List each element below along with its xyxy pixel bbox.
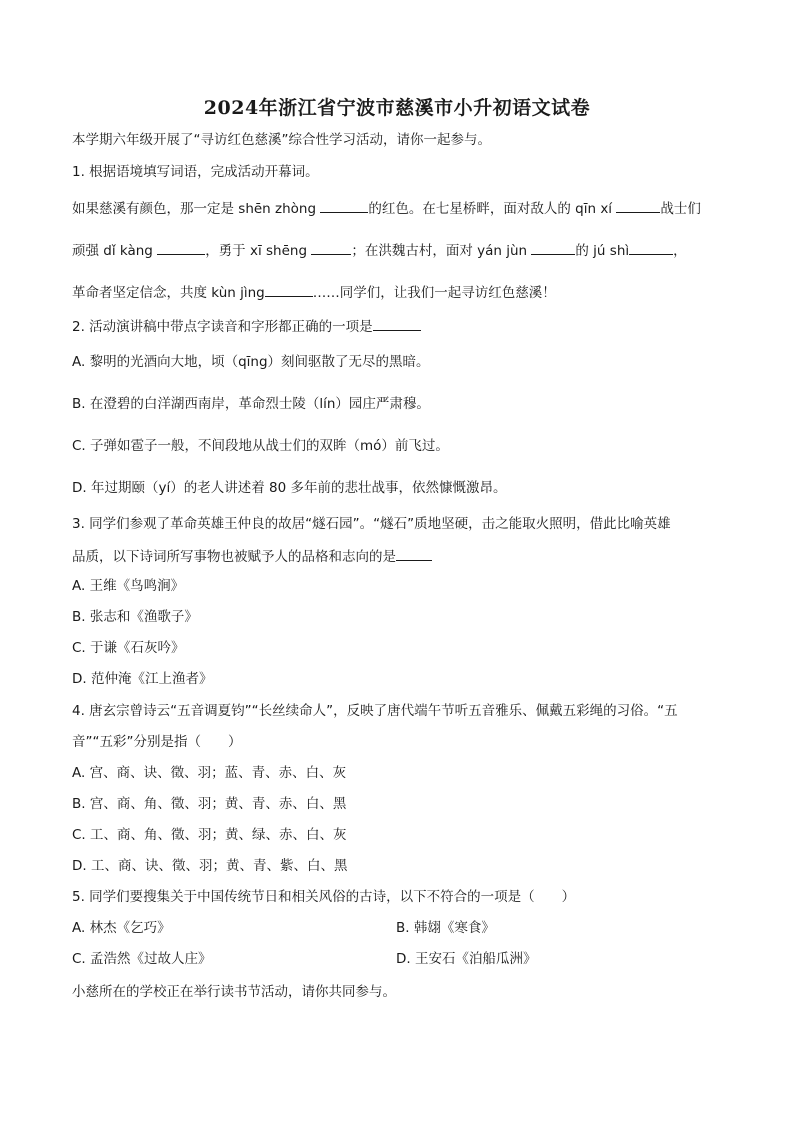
text-segment: ，勇于 xī shēng [205, 243, 312, 259]
text-segment: ；在洪魏古村，面对 yán jùn [351, 243, 532, 259]
section-intro-2: 小慈所在的学校正在举行读书节活动，请你共同参与。 [72, 984, 396, 1000]
question-3-stem-line-2 [72, 546, 432, 567]
answer-blank[interactable] [616, 198, 660, 213]
text-segment: 革命者坚定信念，共度 kùn jìng [72, 285, 265, 301]
question-3-option-c[interactable]: C. 于谦《石灰吟》 [72, 640, 185, 656]
question-4-option-d[interactable]: D. 工、商、诀、徵、羽；黄、青、紫、白、黑 [72, 858, 348, 874]
question-5-option-b[interactable]: B. 韩翃《寒食》 [396, 920, 495, 936]
text-segment: ， [673, 243, 687, 259]
section-intro: 本学期六年级开展了“寻访红色慈溪”综合性学习活动，请你一起参与。 [72, 132, 491, 148]
answer-blank[interactable] [265, 282, 313, 297]
question-5-stem: 5. 同学们要搜集关于中国传统节日和相关风俗的古诗，以下不符合的一项是（ ） [72, 889, 576, 905]
text-segment: 2. 活动演讲稿中带点字读音和字形都正确的一项是 [72, 319, 373, 335]
question-1-line-3 [72, 282, 556, 303]
question-1-stem: 1. 根据语境填写词语，完成活动开幕词。 [72, 164, 319, 180]
question-2-option-c[interactable]: C. 子弹如雹子一般，不间段地从战士们的双眸（mó）前飞过。 [72, 438, 449, 454]
answer-blank[interactable] [396, 546, 432, 561]
question-2-option-a[interactable]: A. 黎明的光酒向大地，顷（qīng）刻间驱散了无尽的黑暗。 [72, 354, 430, 370]
text-segment: 战士们 [660, 201, 701, 217]
answer-blank[interactable] [320, 198, 368, 213]
question-5-option-d[interactable]: D. 王安石《泊船瓜洲》 [396, 951, 537, 967]
question-3-option-d[interactable]: D. 范仲淹《江上渔者》 [72, 671, 213, 687]
question-4-option-c[interactable]: C. 工、商、角、徵、羽；黄、绿、赤、白、灰 [72, 827, 347, 843]
text-segment: 的 jú shì [575, 243, 630, 259]
question-4-option-a[interactable]: A. 宫、商、诀、徵、羽；蓝、青、赤、白、灰 [72, 765, 347, 781]
answer-blank[interactable] [373, 316, 421, 331]
text-segment: 品质，以下诗词所写事物也被赋予人的品格和志向的是 [72, 549, 396, 565]
question-4-option-b[interactable]: B. 宫、商、角、徵、羽；黄、青、赤、白、黑 [72, 796, 347, 812]
page-title: 2024年浙江省宁波市慈溪市小升初语文试卷 [203, 97, 591, 119]
answer-blank[interactable] [531, 240, 575, 255]
question-3-option-b[interactable]: B. 张志和《渔歌子》 [72, 609, 198, 625]
text-segment: 的红色。在七星桥畔，面对敌人的 qīn xí [368, 201, 617, 217]
answer-blank[interactable] [629, 240, 673, 255]
text-segment: 如果慈溪有颜色，那一定是 shēn zhòng [72, 201, 321, 217]
question-1-line-1 [72, 198, 701, 219]
question-5-option-a[interactable]: A. 林杰《乞巧》 [72, 920, 171, 936]
text-segment: ……同学们，让我们一起寻访红色慈溪！ [312, 285, 556, 301]
question-2-option-d[interactable]: D. 年过期颐（yí）的老人讲述着 80 多年前的悲壮战事，依然慷慨激昂。 [72, 480, 507, 496]
question-4-stem-line-2: 音”“五彩”分别是指（ ） [72, 734, 242, 750]
question-4-stem-line-1: 4. 唐玄宗曾诗云“五音调夏钧”“长丝续命人”，反映了唐代端午节听五音雅乐、佩戴五彩绳的习俗。“五 [72, 703, 678, 719]
question-2-stem [72, 316, 421, 337]
question-5-option-c[interactable]: C. 孟浩然《过故人庄》 [72, 951, 212, 967]
question-2-option-b[interactable]: B. 在澄碧的白洋湖西南岸，革命烈士陵（lín）园庄严肃穆。 [72, 396, 430, 412]
answer-blank[interactable] [157, 240, 205, 255]
question-1-line-2 [72, 240, 687, 261]
answer-blank[interactable] [311, 240, 351, 255]
question-3-stem-line-1: 3. 同学们参观了革命英雄王仲良的故居“燧石园”。“燧石”质地坚硬，击之能取火照明，借此比喻英雄 [72, 516, 671, 532]
question-3-option-a[interactable]: A. 王维《鸟鸣涧》 [72, 578, 185, 594]
text-segment: 顽强 dǐ kàng [72, 243, 158, 259]
